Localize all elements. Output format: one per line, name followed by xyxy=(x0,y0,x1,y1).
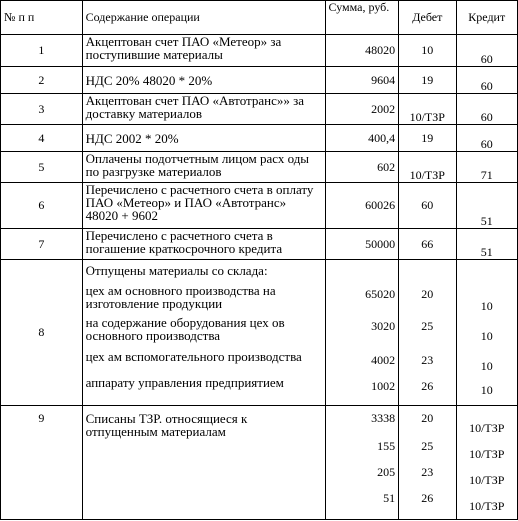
row-credit: 60 xyxy=(456,67,518,94)
row-sum: 48020 xyxy=(325,35,399,67)
row8-item-desc: цех ам вспомогательного производства xyxy=(85,349,302,364)
row-debit: 19 xyxy=(399,67,456,94)
header-debit-text: Дебет xyxy=(412,10,443,24)
row9-item-debit: 23 xyxy=(421,465,434,479)
row-credit: 60 xyxy=(456,35,518,67)
row-num: 6 xyxy=(1,183,83,229)
row-debit: 10 xyxy=(399,35,456,67)
table-row xyxy=(1,94,518,125)
row8-title: Отпущены материалы со склада: xyxy=(85,263,268,278)
row9-item-sum: 205 xyxy=(377,465,396,479)
row-debit: 10/ТЗР xyxy=(399,94,456,125)
header-num xyxy=(1,1,83,35)
row-desc: Акцептован счет ПАО «Автотранс»» за доставку материалов xyxy=(82,94,325,125)
row9-item-credit: 10/ТЗР xyxy=(469,499,505,513)
row-credit xyxy=(456,260,518,406)
row-num: 7 xyxy=(1,229,83,260)
table-row xyxy=(1,67,518,94)
row-debit xyxy=(399,406,456,520)
row-sum: 9604 xyxy=(325,67,399,94)
row8-item-debit: 20 xyxy=(421,287,434,301)
row8-item-credit: 10 xyxy=(480,383,493,397)
header-sum xyxy=(325,1,399,35)
row8-item-credit: 10 xyxy=(480,359,493,373)
row8-item-desc: на содержание оборудования цех ов основного производства xyxy=(85,315,285,343)
row-num: 4 xyxy=(1,125,83,152)
row-debit: 66 xyxy=(399,229,456,260)
table-row xyxy=(1,229,518,260)
header-sum-text: Сумма, руб. xyxy=(328,0,390,14)
row-debit: 19 xyxy=(399,125,456,152)
table-row xyxy=(1,260,518,406)
row-desc: НДС 20% 48020 * 20% xyxy=(82,67,325,94)
row8-item-credit: 10 xyxy=(480,299,493,313)
row8-item-debit: 23 xyxy=(421,353,434,367)
table-row xyxy=(1,152,518,183)
row-credit: 71 xyxy=(456,152,518,183)
table-row xyxy=(1,125,518,152)
row9-item-sum: 155 xyxy=(377,439,396,453)
row8-item-sum: 1002 xyxy=(371,379,396,393)
row9-item-credit: 10/ТЗР xyxy=(469,421,505,435)
header-credit-text: Кредит xyxy=(468,10,506,24)
table-row xyxy=(1,406,518,520)
header-desc-text: Содержание операции xyxy=(85,10,200,24)
row-desc: Акцептован счет ПАО «Метеор» за поступившие материалы xyxy=(82,35,325,67)
row-num: 1 xyxy=(1,35,83,67)
row-sum: 60026 xyxy=(325,183,399,229)
table-row xyxy=(1,35,518,67)
header-row xyxy=(1,1,518,35)
row8-item-desc: цех ам основного производства на изготовление продукции xyxy=(85,283,276,311)
row-debit: 10/ТЗР xyxy=(399,152,456,183)
header-num-text: № п п xyxy=(4,10,35,24)
header-desc xyxy=(82,1,325,35)
row-credit xyxy=(456,406,518,520)
row8-item-credit: 10 xyxy=(480,329,493,343)
row-desc xyxy=(82,260,325,406)
row9-item-credit: 10/ТЗР xyxy=(469,447,505,461)
row-debit: 60 xyxy=(399,183,456,229)
row-debit xyxy=(399,260,456,406)
row-num: 5 xyxy=(1,152,83,183)
row8-item-sum: 3020 xyxy=(371,319,396,333)
row-desc: Оплачены подотчетным лицом расх оды по разгрузке материалов xyxy=(82,152,325,183)
row-sum xyxy=(325,260,399,406)
row-credit: 51 xyxy=(456,183,518,229)
row9-item-sum: 51 xyxy=(383,491,396,505)
row-sum: 2002 xyxy=(325,94,399,125)
row-num: 9 xyxy=(1,406,83,520)
row-desc: Перечислено с расчетного счета в погашение краткосрочного кредита xyxy=(82,229,325,260)
row-desc: Списаны ТЗР. относящиеся к отпущенным материалам xyxy=(82,406,325,520)
row-num: 2 xyxy=(1,67,83,94)
row-desc: Перечислено с расчетного счета в оплату ПАО «Метеор» и ПАО «Автотранс» 48020 + 9602 xyxy=(82,183,325,229)
row8-item-desc: аппарату управления предприятием xyxy=(85,375,284,390)
row9-item-debit: 20 xyxy=(421,411,434,425)
row-sum xyxy=(325,406,399,520)
row9-item-debit: 26 xyxy=(421,491,434,505)
row-num: 3 xyxy=(1,94,83,125)
row8-item-sum: 4002 xyxy=(371,353,396,367)
row-credit: 60 xyxy=(456,125,518,152)
table-row xyxy=(1,183,518,229)
row8-item-sum: 65020 xyxy=(365,287,396,301)
row-sum: 50000 xyxy=(325,229,399,260)
row8-item-debit: 25 xyxy=(421,319,434,333)
row-sum: 400,4 xyxy=(325,125,399,152)
row-desc: НДС 2002 * 20% xyxy=(82,125,325,152)
header-debit xyxy=(399,1,456,35)
row-sum: 602 xyxy=(325,152,399,183)
row8-item-debit: 26 xyxy=(421,379,434,393)
row-credit: 60 xyxy=(456,94,518,125)
row9-item-credit: 10/ТЗР xyxy=(469,473,505,487)
header-credit xyxy=(456,1,518,35)
row9-item-sum: 3338 xyxy=(371,411,396,425)
row-credit: 51 xyxy=(456,229,518,260)
row-num: 8 xyxy=(1,260,83,406)
row9-item-debit: 25 xyxy=(421,439,434,453)
